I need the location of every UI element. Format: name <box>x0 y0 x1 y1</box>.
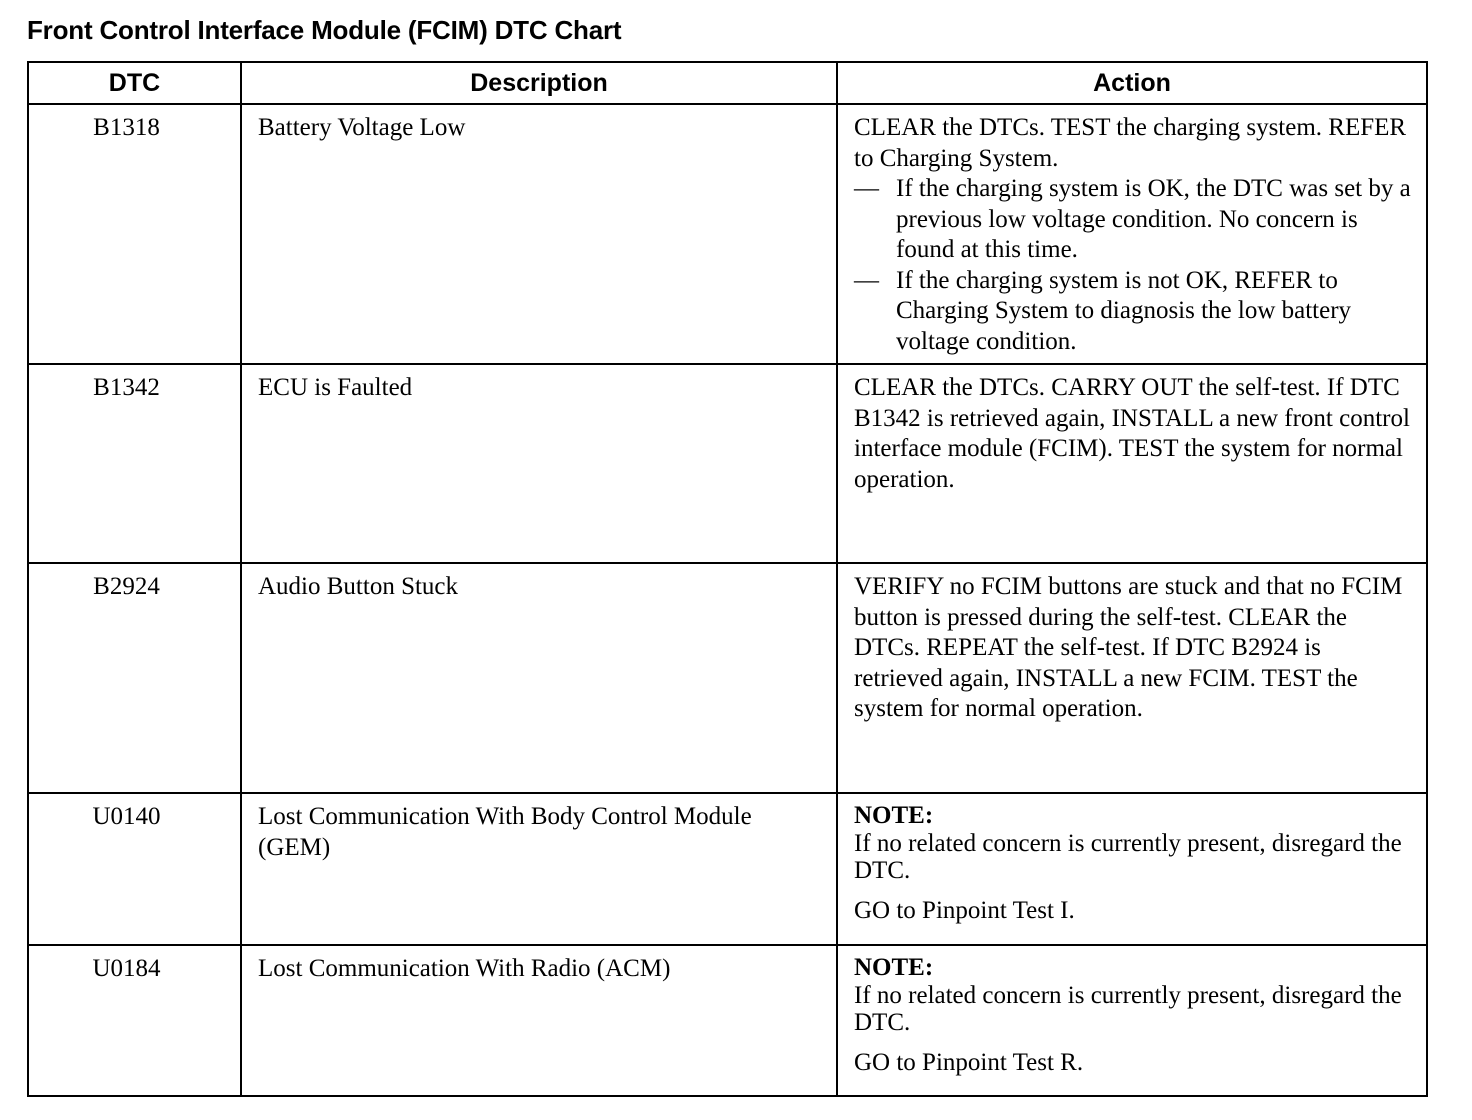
description-column-header: Description <box>241 62 837 104</box>
dtc-code: B1318 <box>28 104 241 364</box>
action-bullet-text: If the charging system is not OK, REFER to Charging System to diagnosis the low battery voltage condition. <box>896 266 1352 355</box>
dtc-column-header: DTC <box>28 62 241 104</box>
dtc-action <box>837 945 1427 1096</box>
dtc-code: U0184 <box>28 945 241 1096</box>
page-title: Front Control Interface Module (FCIM) DTC Chart <box>27 15 622 45</box>
dtc-description: Audio Button Stuck <box>241 563 837 793</box>
dtc-description: Lost Communication With Body Control Module (GEM) <box>241 793 837 945</box>
dtc-action <box>837 793 1427 945</box>
dtc-chart-table <box>27 61 1428 1097</box>
action-bullet-text: If the charging system is OK, the DTC was set by a previous low voltage condition. No concern is found at this time. <box>896 175 1411 263</box>
dtc-description: Battery Voltage Low <box>241 104 837 364</box>
table-row <box>28 364 1427 563</box>
action-bullet <box>854 174 1412 266</box>
action-intro: CLEAR the DTCs. TEST the charging system. REFER to Charging System. <box>854 114 1407 172</box>
dtc-description: Lost Communication With Radio (ACM) <box>241 945 837 1096</box>
table-row <box>28 793 1427 945</box>
dash-bullet: — <box>854 175 879 202</box>
header-row <box>28 62 1427 104</box>
note-text: If no related concern is currently present, disregard the DTC. <box>854 982 1402 1036</box>
dtc-action: CLEAR the DTCs. CARRY OUT the self-test. If DTC B1342 is retrieved again, INSTALL a new front control interface module (FCIM). TEST the system for normal operation. <box>837 364 1427 563</box>
dash-bullet: — <box>854 266 879 294</box>
table-row <box>28 563 1427 793</box>
note-label: NOTE: <box>854 802 934 829</box>
dtc-description: ECU is Faulted <box>241 364 837 563</box>
dtc-action <box>837 104 1427 364</box>
dtc-action: VERIFY no FCIM buttons are stuck and that no FCIM button is pressed during the self-test. CLEAR the DTCs. REPEAT the self-test. If DTC B2924 is retrieved again, INSTALL a new FCIM. TEST the system for normal operation. <box>837 563 1427 793</box>
pinpoint-test-reference: GO to Pinpoint Test I. <box>854 897 1075 924</box>
action-bullet <box>854 266 1412 358</box>
note-label: NOTE: <box>854 954 934 981</box>
dtc-code: U0140 <box>28 793 241 945</box>
action-column-header: Action <box>837 62 1427 104</box>
dtc-code: B2924 <box>28 563 241 793</box>
table-row <box>28 945 1427 1096</box>
pinpoint-test-reference: GO to Pinpoint Test R. <box>854 1049 1084 1076</box>
dtc-code: B1342 <box>28 364 241 563</box>
table-row <box>28 104 1427 364</box>
note-text: If no related concern is currently present, disregard the DTC. <box>854 830 1402 884</box>
